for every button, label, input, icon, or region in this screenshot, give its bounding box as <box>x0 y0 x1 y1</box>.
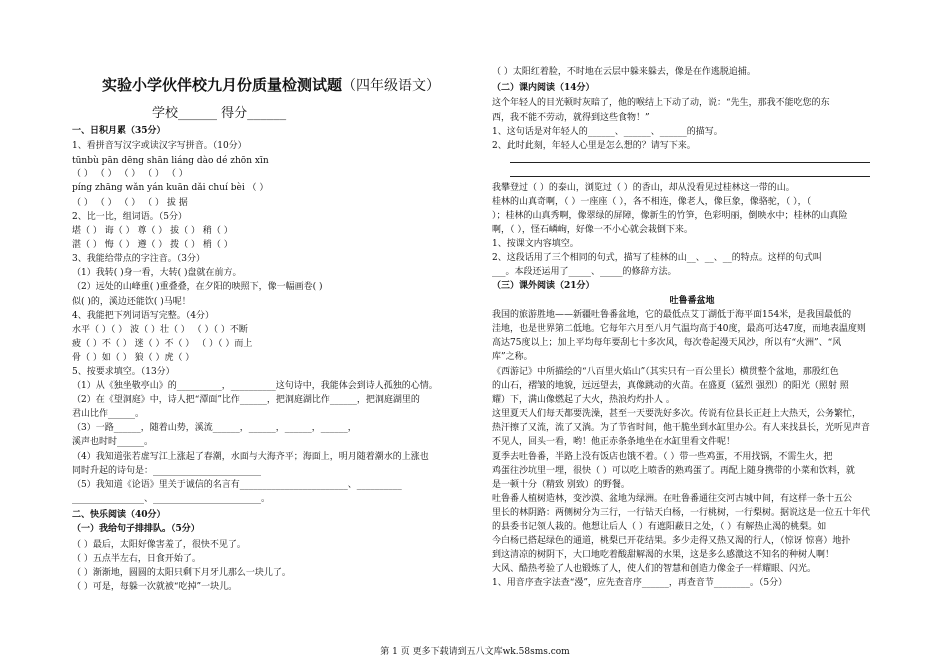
right-line: 2、此时此刻，年轻人心里是怎么想的？请写下来。 <box>492 141 696 151</box>
right-line: 到这清凉的树阴下，大口地吃着酸甜解渴的水果，这是多么感激这不知名的种树人啊！ <box>492 550 835 560</box>
right-line: （ ）太阳红着脸，不时地在云层中躲来躲去，像是在作逃脱追捕。 <box>492 67 756 77</box>
page-title <box>102 74 440 95</box>
right-line: 我攀登过（ ）的泰山，浏览过（ ）的香山，却从没看见过桂林这一带的山。 <box>492 183 795 193</box>
right-line: 这里夏天人们每天都要洗澡，甚至一天要洗好多次。传说有位县长正赶上大热天，公务繁忙， <box>492 409 862 419</box>
right-line: 热汗擦了又流，流了又淌。为了节省时间，他干脆坐到水缸里办公。有人来找县长，光听见声音 <box>492 423 871 433</box>
left-line: （ ）五点半左右，日食开始了。 <box>72 554 201 564</box>
left-line: （2）在《望洞庭》中，诗人把“潭面”比作______，把洞庭湖比作______，把洞庭湖里的 <box>72 395 420 405</box>
right-line: 2、这段话用了三个相同的句式，描写了桂林的山__、__、__的特点。这样的句式叫 <box>492 253 822 263</box>
left-line: 君山比作______。 <box>72 409 145 419</box>
left-line: 二、快乐阅读（40分） <box>72 510 166 520</box>
left-line: 湛（ ） 悔（ ） 遵（ ） 拨（ ） 梢（ ） <box>72 240 233 250</box>
right-line: 这个年轻人的目光顿时灰暗了，他的喉结上下动了动，说：“先生，那我不能吃您的东 <box>492 98 830 108</box>
right-line: 啊，（ ），怪石嶙峋，好像一不小心就会栽倒下来。 <box>492 225 693 235</box>
right-line: 鸡蛋往沙坑里一埋，很快（ ）可以吃上喷香的熟鸡蛋了。再配上随身携带的小菜和饮料，就 <box>492 466 855 476</box>
school-score-line: 学校______ 得分______ <box>152 106 287 121</box>
left-line: （ ）最后，太阳好像害羞了，很快不见了。 <box>72 540 246 550</box>
left-line: 疲（ ）不（ ） 迷（ ）不（ ） （ ）（ ）而上 <box>72 339 253 349</box>
left-line: （ ） （ ） （ ） （ ） 拔 据 <box>72 198 188 208</box>
left-line: 3、我能给带点的字注音。（3分） <box>72 254 205 264</box>
left-line: 2、比一比，组词语。（5分） <box>72 212 187 222</box>
left-line: （1）从《独坐敬亭山》的__________，__________这句诗中，我能体会到诗人孤独的心情。 <box>72 381 438 391</box>
right-line: 耀）下，满山像燃起了大火，热浪灼灼扑人 。 <box>492 395 675 405</box>
title-main: 实验小学伙伴校九月份质量检测试题 <box>102 76 343 94</box>
right-line: 是一顿十分（精致 别致）的野餐。 <box>492 480 630 490</box>
left-line: 溪声也时时______。 <box>72 437 154 447</box>
passage-title: 吐鲁番盆地 <box>669 296 715 306</box>
right-line: 《西游记》中所描绘的“八百里火焰山”（其实只有一百公里长）横贯整个盆地，那殷红色 <box>492 367 839 377</box>
right-line: 大风、酷热考验了人也锻炼了人，使人们的智慧和创造力像金子一样耀眼、闪光。 <box>492 564 817 574</box>
right-line: 吐鲁番人植树造林，变沙漠、盆地为绿洲。在吐鲁番通往交河古城中间，有这样一条十五公 <box>492 494 853 504</box>
right-line: 桂林的山真奇啊，（ ）一座座（ ），各不相连，像老人，像巨象，像骆驼，（ ），（ <box>492 197 812 207</box>
left-line: 骨（ ）如（ ） 狼（ ）虎（ ） <box>72 353 195 363</box>
answer-line <box>510 176 870 177</box>
right-line: 洼地，也是世界第二低地。它每年六月至八月气温均高于40度，最高可达47度，而地表温度则 <box>492 324 866 334</box>
right-line: 不见人，回头一看，哟！他正赤条条地坐在水缸里看文件呢！ <box>492 437 736 447</box>
left-line: （3）一路______，随着山势，溪流______，______，______，______， <box>72 423 357 433</box>
right-line: （二）课内阅读（14分） <box>492 83 595 93</box>
left-line: 一、日积月累（35分） <box>72 126 166 136</box>
right-line: ___。本段还运用了_____、_____的修辞方法。 <box>492 267 677 277</box>
right-line: 1、用音序查字法查“漫”，应先查音序______，再查音节________。（5分） <box>492 578 788 588</box>
left-line: 同时升起的诗句是：________________________ <box>72 466 262 476</box>
left-line: （ ） （ ） （ ） （ ） （ ） <box>72 169 188 179</box>
right-line: 里长的林阴路：两侧树分为三行，一行钻天白杨，一行桃树，一行梨树。据说这是一位五十年代 <box>492 508 871 518</box>
left-line: （4）我知道张若虚写江上涨起了春潮，水面与大海齐平；海面上，明月随着潮水的上涨也 <box>72 452 429 462</box>
right-line: 1、按课文内容填空。 <box>492 239 579 249</box>
left-line: 水平（ ）（ ） 波（ ）壮（ ） （ ）（ ）不断 <box>72 325 248 335</box>
right-line: 的山石，褶皱的地貌，远远望去，真像跳动的火苗。在盛夏（猛烈 强烈）的阳光（照射 照 <box>492 381 849 391</box>
left-line: píng zhāng wǎn yán kuān dǎi chuí bèi （ ） <box>72 183 269 193</box>
right-line: 的县委书记领人栽的。他想让后人（ ）有遮阳蔽日之处，（ ）有解热止渴的桃梨。如 <box>492 522 827 532</box>
left-line: （一）我给句子排排队。（5分） <box>72 524 200 534</box>
left-line: 1、看拼音写汉字或读汉字写拼音。（10分） <box>72 141 247 151</box>
left-line: （2）远处的山峰重( )重叠叠，在夕阳的映照下，像一幅画卷( ) <box>72 282 323 292</box>
right-line: 西，我不能不劳动，就得到这些食物！” <box>492 113 650 123</box>
right-line: 夏季去吐鲁番，半路上没有饭店也饿不着。（ ）带一些鸡蛋，不用找锅，不需生火，把 <box>492 452 833 462</box>
left-line: 4、我能把下列词语写完整。（4分） <box>72 311 214 321</box>
left-line: 似( )的，溪边还能饮( )马呢！ <box>72 297 191 307</box>
left-line: （5）我知道《论语》里关于诚信的名言有________________________、__________ <box>72 480 402 490</box>
right-line: ）；桂林的山真秀啊，像翠绿的屏障，像新生的竹笋，色彩明丽，倒映水中；桂林的山真险 <box>492 211 848 221</box>
right-line: （三）课外阅读（21分） <box>492 281 595 291</box>
left-line: （ ）可是，每躲一次就被“吃掉”一块儿。 <box>72 582 238 592</box>
left-line: （1）我转( )身一看，大转( )盘就在前方。 <box>72 268 242 278</box>
left-line: 堪（ ） 诲（ ） 尊（ ） 拔（ ） 稍（ ） <box>72 226 233 236</box>
left-line: ________________、________________________。 <box>72 494 271 504</box>
left-line: tūnbù pān dēng shān liáng dào dé zhōn xīn <box>72 156 269 166</box>
page-footer: 第 1 页 更多下载请到五八文库wk.58sms.com <box>380 647 570 657</box>
right-line: 1、这句话是对年轻人的______、______、______的描写。 <box>492 127 723 137</box>
right-line: 库”之称。 <box>492 352 533 362</box>
right-line: 我国的旅游胜地——新疆吐鲁番盆地，它的最低点艾丁湖低于海平面154米，是我国最低的 <box>492 310 852 320</box>
title-grade: （四年级语文） <box>342 78 441 94</box>
left-line: 5、按要求填空。（13分） <box>72 367 175 377</box>
right-line: 今白杨已搭起绿色的通道，桃梨已开花结果。多少走得又热又渴的行人，（惊讶 惊喜）地扑 <box>492 536 851 546</box>
right-line: 高达75度以上；加上平均每年要刮七十多次风，每次卷起漫天风沙，所以有“火洲”、“风 <box>492 338 842 348</box>
answer-line <box>510 162 870 163</box>
left-line: （ ）渐渐地，圆圆的太阳只剩下月牙儿那么一块儿了。 <box>72 568 291 578</box>
